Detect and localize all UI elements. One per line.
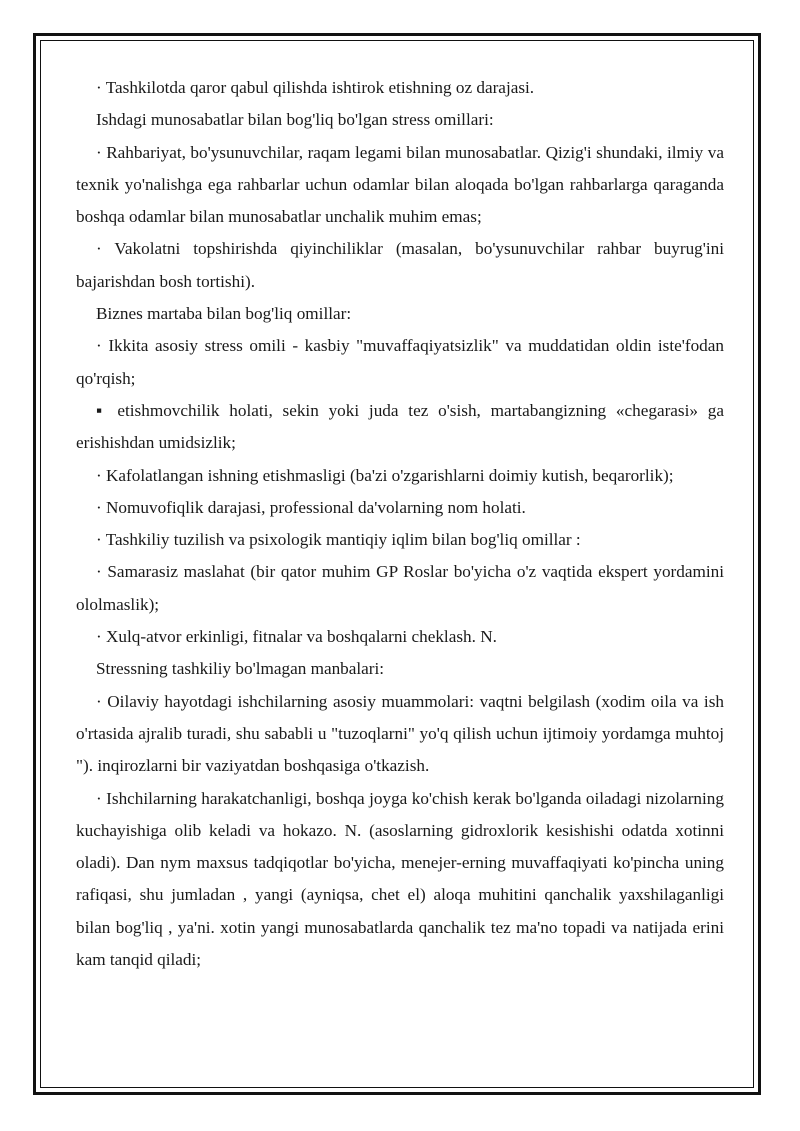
paragraph: · Tashkiliy tuzilish va psixologik mantiqiy iqlim bilan bog'liq omillar : — [96, 530, 581, 550]
paragraph: Biznes martaba bilan bog'liq omillar: — [96, 304, 352, 324]
paragraph: Stressning tashkiliy bo'lmagan manbalari: — [96, 659, 385, 679]
paragraph: · Oilaviy hayotdagi ishchilarning asosiy muammolari: vaqtni belgilash (xodim oila va ish o'rtasida ajralib turadi, shu sababli u "tuzoqlarni" yo'q qilish uchun ijtimoiy yordamga muhtoj "). inqirozlarni bir vaziyatdan boshqasiga o'tkazish. — [76, 691, 724, 776]
paragraph: · Kafolatlangan ishning etishmasligi (ba'zi o'zgarishlarni doimiy kutish, beqarorlik); — [96, 465, 674, 485]
paragraph: · Xulq-atvor erkinligi, fitnalar va boshqalarni cheklash. N. — [96, 627, 497, 647]
paragraph: · Nomuvofiqlik darajasi, professional da'volarning nom holati. — [96, 497, 526, 517]
paragraph: · Ikkita asosiy stress omili - kasbiy "muvaffaqiyatsizlik" va muddatidan oldin iste'fodan qo'rqish; — [76, 336, 724, 388]
paragraph: · Vakolatni topshirishda qiyinchiliklar (masalan, bo'ysunuvchilar rahbar buyrug'ini bajarishdan bosh tortishi). — [76, 239, 724, 291]
paragraph: · Samarasiz maslahat (bir qator muhim GP Roslar bo'yicha o'z vaqtida ekspert yordamini ololmaslik); — [76, 562, 724, 614]
paragraph: Ishdagi munosabatlar bilan bog'liq bo'lgan stress omillari: — [96, 110, 494, 130]
paragraph: · Tashkilotda qaror qabul qilishda ishtirok etishning oz darajasi. — [96, 78, 535, 97]
document-body — [76, 72, 724, 976]
paragraph: ▪ etishmovchilik holati, sekin yoki juda tez o'sish, martabangizning «chegarasi» ga erishishdan umidsizlik; — [76, 400, 724, 453]
paragraph: · Ishchilarning harakatchanligi, boshqa joyga ko'chish kerak bo'lganda oiladagi nizolarning kuchayishiga olib keladi va hokazo. N. (asoslarning gidroxlorik kesishishi odatda xotinni oladi). Dan nym maxsus tadqiqotlar bo'yicha, menejer-erning muvaffaqiyati ko'pincha uning rafiqasi, shu jumladan , yangi (ayniqsa, chet el) aloqa muhitini qanchalik yaxshilaganligi bilan bog'liq , ya'ni. xotin yangi munosabatlarda qanchalik tez ma'no topadi va natijada erini kam tanqid qiladi; — [76, 788, 724, 970]
paragraph: · Rahbariyat, bo'ysunuvchilar, raqam legami bilan munosabatlar. Qizig'i shundaki, ilmiy va texnik yo'nalishga ega rahbarlar uchun odamlar bilan aloqada bo'lgan rahbarlarga qaraganda boshqa odamlar bilan munosabatlar unchalik muhim emas; — [76, 142, 724, 227]
